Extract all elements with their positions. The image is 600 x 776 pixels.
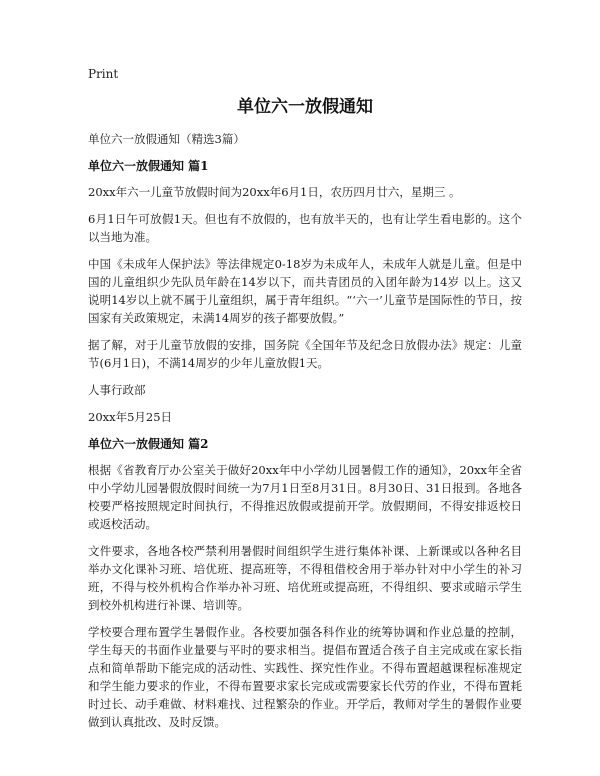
section-2-paragraph-2: 文件要求，各地各校严禁利用暑假时间组织学生进行集体补课、上新课或以各种名目举办文化课补习班、培优班、提高班等，不得租借校舍用于举办针对中小学生的补习班，不得与校外机构合作举办补习班、培优班或提高班，不得组织、要求或暗示学生到校外机构进行补课、培训等。 (88, 544, 522, 612)
section-1-signature: 人事行政部 (88, 383, 146, 397)
section-1-paragraph-1: 20xx年六一儿童节放假时间为20xx年6月1日，农历四月廿六，星期三 。 (88, 185, 461, 199)
print-link[interactable]: Print (88, 67, 119, 81)
section-1-paragraph-2: 6月1日午可放假1天。但也有不放假的，也有放半天的，也有让学生看电影的。这个以当地为准。 (88, 212, 522, 244)
section-1-heading: 单位六一放假通知 篇1 (88, 159, 209, 173)
section-2-paragraph-1: 根据《省教育厅办公室关于做好20xx年中小学幼儿园暑假工作的通知》，20xx年全省中小学幼儿园暑假放假时间统一为7月1日至8月31日。8月30日、31日报到。各地各校要严格按照规定时间执行，不得推迟放假或提前开学。放假期间，不得安排返校日或返校活动。 (88, 463, 522, 531)
section-2-heading: 单位六一放假通知 篇2 (88, 437, 209, 451)
page-title: 单位六一放假通知 (237, 97, 373, 117)
section-1-paragraph-4: 据了解，对于儿童节放假的安排，国务院《全国年节及纪念日放假办法》规定：儿童节(6月1日)，不满14周岁的少年儿童放假1天。 (88, 338, 522, 370)
section-1-date: 20xx年5月25日 (88, 410, 173, 424)
section-2-paragraph-3: 学校要合理布置学生暑假作业。各校要加强各科作业的统筹协调和作业总量的控制，学生每天的书面作业量要与平时的要求相当。提倡布置适合孩子自主完成或在家长指点和简单帮助下能完成的活动性、实践性、探究性作业。不得布置超越课程标准规定和学生能力要求的作业，不得布置要求家长完成或需要家长代劳的作业，不得布置耗时过长、动手难做、材料难找、过程繁杂的作业。开学后，教师对学生的暑假作业要做到认真批改、及时反馈。 (88, 625, 522, 729)
document-subtitle: 单位六一放假通知（精选3篇） (88, 132, 245, 146)
document-page (88, 66, 522, 740)
section-1-paragraph-3: 中国《未成年人保护法》等法律规定0-18岁为未成年人，未成年人就是儿童。但是中国的儿童组织少先队员年龄在14岁以下，而共青团员的入团年龄为14岁 以上。这又说明14岁以上就不属于儿童组织，属于青年组织。“‘六一’儿童节是国际性的节日，按国家有关政策规定，未满14周岁的孩子都要放假。” (88, 257, 522, 325)
